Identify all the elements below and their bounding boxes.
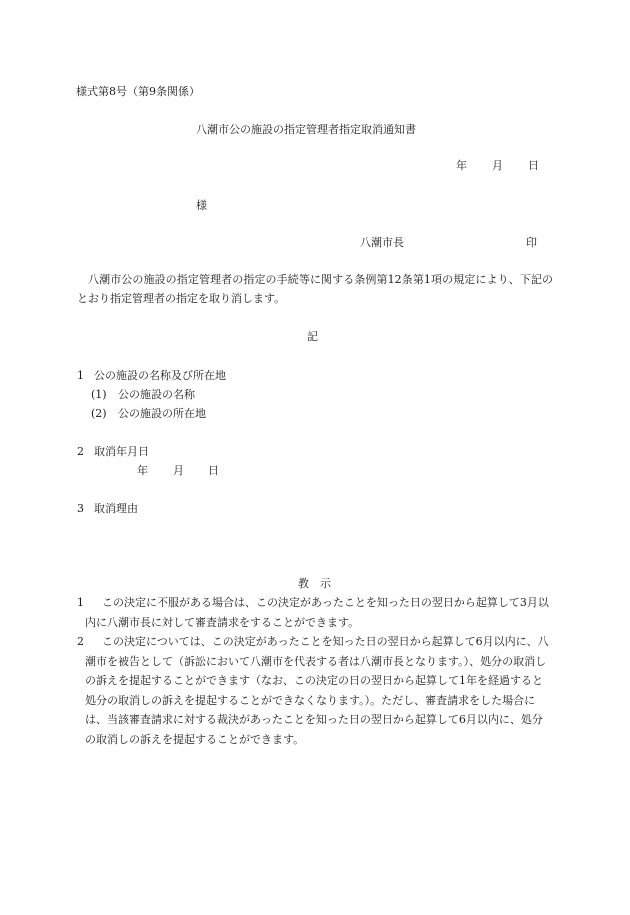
subitem-number: (2) — [91, 407, 107, 420]
instruction-item-text: この決定については、この決定があったことを知った日の翌日から起算して6月以内に、八潮市を被告として（訴訟において八潮市を代表する者は八潮市長となります。）、処分の取消しの訴えを提起することができます（なお、この決定の日の翌日から起算して1年を経過すると処分の取消しの訴えを提起することができなくなります。）。ただし、審査請求をした場合には、当該審査請求に対する裁決があったことを知った日の翌日から起算して6月以内に、処分の取消しの訴えを提起することができます。 — [85, 635, 549, 746]
instruction-item-text: この決定に不服がある場合は、この決定があったことを知った日の翌日から起算して3月以内に八潮市長に対して審査請求をすることができます。 — [85, 596, 549, 629]
ki-heading: 記 — [307, 330, 318, 343]
date-year: 年 — [456, 159, 467, 172]
section-number: 3 — [77, 502, 84, 515]
cancel-date-year: 年 — [137, 464, 148, 477]
instruction-item-number: 1 — [77, 596, 84, 609]
date-day: 日 — [528, 159, 539, 172]
instruction-item-2 — [77, 632, 553, 749]
instruction-heading: 教 示 — [298, 577, 331, 590]
subitem-label: 公の施設の所在地 — [118, 407, 206, 420]
section-number: 2 — [77, 445, 84, 458]
form-number: 様式第8号（第9条関係） — [76, 85, 200, 98]
section-label: 公の施設の名称及び所在地 — [94, 369, 226, 382]
subitem-number: (1) — [91, 388, 107, 401]
instruction-item-number: 2 — [77, 635, 84, 648]
section-label: 取消年月日 — [94, 445, 149, 458]
body-paragraph — [77, 270, 553, 308]
addressee-suffix: 様 — [196, 199, 207, 212]
date-month: 月 — [492, 159, 503, 172]
seal-mark: 印 — [526, 236, 537, 249]
cancel-date-day: 日 — [208, 464, 219, 477]
section-number: 1 — [77, 369, 84, 382]
cancel-date-month: 月 — [173, 464, 184, 477]
section-label: 取消理由 — [94, 502, 138, 515]
instruction-item-1 — [77, 593, 553, 632]
body-paragraph-text: 八潮市公の施設の指定管理者の指定の手続等に関する条例第12条第1項の規定により、下記のとおり指定管理者の指定を取り消します。 — [77, 273, 553, 305]
subitem-label: 公の施設の名称 — [118, 388, 195, 401]
issuer: 八潮市長 — [360, 236, 404, 249]
document-title: 八潮市公の施設の指定管理者指定取消通知書 — [196, 123, 416, 136]
